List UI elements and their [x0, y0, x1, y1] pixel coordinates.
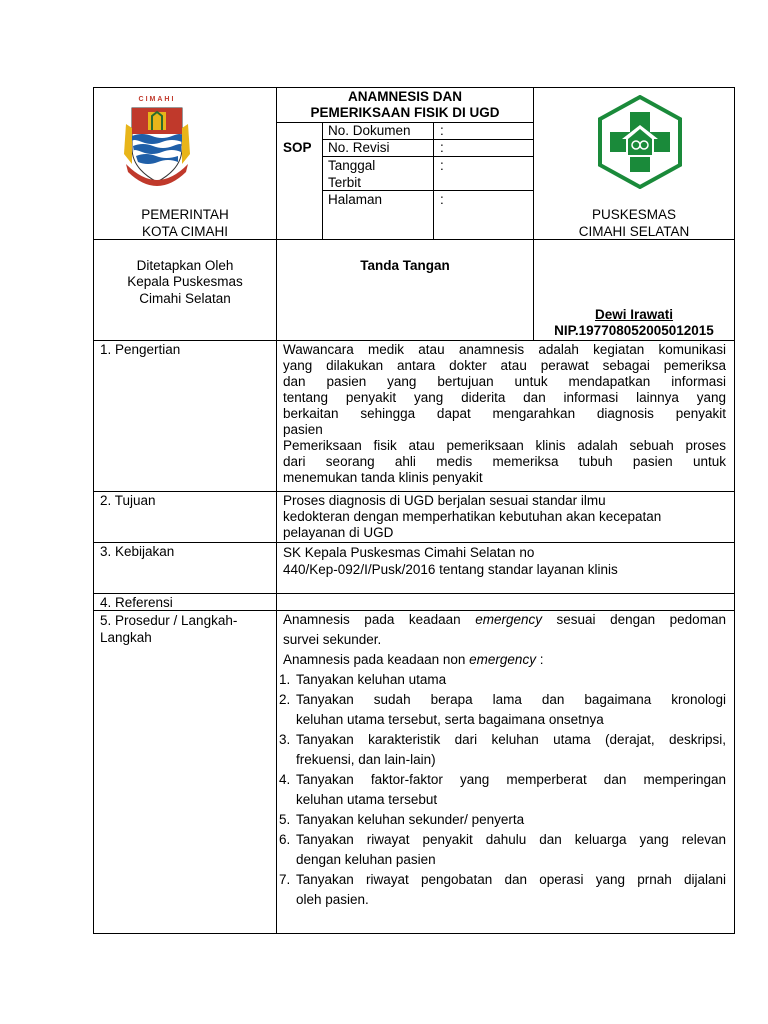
cimahi-logo-text: CIMAHI — [138, 96, 176, 103]
approval-line2: Kepala Puskesmas — [127, 274, 243, 289]
section-label-prosedur-line1: 5. Prosedur / Langkah- — [100, 613, 238, 628]
gov-name-line2: KOTA CIMAHI — [141, 224, 228, 239]
field-label-terbit: Terbit — [328, 175, 362, 190]
pengertian-line: yang dilakukan antara dokter atau perawat sebagai pemeriksa — [283, 358, 726, 373]
tujuan-text — [283, 493, 733, 541]
step-item — [279, 810, 726, 830]
approval-line1: Ditetapkan Oleh — [136, 258, 234, 273]
pengertian-line: tentang penyakit yang diderita dan informasi lainnya yang — [283, 390, 726, 405]
section-label-tujuan: 2. Tujuan — [100, 493, 156, 508]
signer-nip: NIP.197708052005012015 — [554, 323, 714, 338]
gov-name-line1: PEMERINTAH — [141, 207, 229, 222]
section-label-referensi: 4. Referensi — [100, 595, 173, 610]
step-text: Tanyakan karakteristik dari keluhan utama (derajat, deskripsi, — [296, 732, 726, 747]
puskesmas-logo-icon — [596, 95, 684, 189]
step-continuation: keluhan utama tersebut, serta bagaimana onsetnya — [296, 712, 604, 727]
step-number: 7. — [279, 872, 291, 887]
step-text: Tanyakan sudah berapa lama dan bagaimana kronologi — [296, 692, 726, 707]
step-item — [279, 770, 726, 790]
prosedur-steps — [279, 670, 726, 910]
signer-name: Dewi Irawati — [594, 307, 674, 322]
prosedur-intro1-a: Anamnesis pada keadaan — [283, 612, 461, 627]
sop-label: SOP — [283, 140, 312, 155]
section-label-kebijakan: 3. Kebijakan — [100, 544, 175, 559]
puskesmas-name-line2: CIMAHI SELATAN — [578, 224, 690, 239]
tujuan-line: Proses diagnosis di UGD berjalan sesuai standar ilmu — [283, 493, 606, 508]
section-label-pengertian: 1. Pengertian — [100, 342, 181, 357]
puskesmas-name-line1: PUSKESMAS — [591, 207, 677, 222]
step-text: Tanyakan faktor-faktor yang memperberat dan memperingan — [296, 772, 726, 787]
step-continuation: keluhan utama tersebut — [296, 792, 438, 807]
sop-title-line2: PEMERIKSAAN FISIK DI UGD — [310, 105, 500, 120]
tujuan-line: pelayanan di UGD — [283, 525, 394, 540]
signature-label: Tanda Tangan — [360, 258, 450, 273]
step-number: 3. — [279, 732, 291, 747]
prosedur-intro2-b: : — [535, 652, 544, 667]
tujuan-line: kedokteran dengan memperhatikan kebutuhan akan kecepatan — [283, 509, 662, 524]
step-text: Tanyakan riwayat pengobatan dan operasi yang prnah dijalani — [296, 872, 726, 887]
step-number: 5. — [279, 812, 291, 827]
prosedur-content — [283, 610, 726, 670]
prosedur-intro1-line2: survei sekunder. — [283, 632, 382, 647]
prosedur-intro1-b: sesuai dengan pedoman — [556, 612, 726, 627]
step-continuation: oleh pasien. — [296, 892, 369, 907]
step-item — [279, 830, 726, 850]
pengertian-line: Pemeriksaan fisik atau pemeriksaan klinis adalah sebuah proses — [283, 438, 726, 453]
sop-title-line1: ANAMNESIS DAN — [347, 89, 462, 104]
field-value-no-revisi: : — [440, 140, 444, 155]
step-continuation: frekuensi, dan lain-lain) — [296, 752, 436, 767]
prosedur-intro2-a: Anamnesis pada keadaan non — [283, 652, 466, 667]
prosedur-intro2 — [283, 650, 726, 670]
section-label-prosedur-line2: Langkah — [100, 630, 152, 645]
kebijakan-line: 440/Kep-092/I/Pusk/2016 tentang standar layanan klinis — [283, 562, 618, 577]
cimahi-logo — [118, 96, 196, 188]
step-continuation: dengan keluhan pasien — [296, 852, 436, 867]
step-text: Tanyakan riwayat penyakit dahulu dan keluarga yang relevan — [296, 832, 726, 847]
field-label-halaman: Halaman — [328, 192, 383, 207]
step-item — [279, 690, 726, 710]
field-label-tanggal: Tanggal — [328, 158, 376, 173]
field-label-no-dokumen: No. Dokumen — [328, 123, 411, 138]
field-value-halaman: : — [440, 192, 444, 207]
step-item — [279, 870, 726, 890]
step-number: 6. — [279, 832, 291, 847]
field-value-tanggal: : — [440, 158, 444, 173]
pengertian-line: pasien — [283, 422, 323, 437]
pengertian-line: berkaitan sehingga dapat mengarahkan diagnosis penyakit — [283, 406, 726, 421]
step-text: Tanyakan keluhan sekunder/ penyerta — [296, 812, 525, 827]
pengertian-line: Wawancara medik atau anamnesis adalah kegiatan komunikasi — [283, 342, 726, 357]
pengertian-text — [283, 342, 726, 486]
kebijakan-text — [283, 544, 733, 578]
pengertian-line: dan pasien yang bertujuan untuk mendapatkan informasi — [283, 374, 726, 389]
approval-line3: Cimahi Selatan — [139, 291, 231, 306]
step-number: 1. — [279, 672, 291, 687]
prosedur-intro1 — [283, 610, 726, 630]
step-item — [279, 670, 726, 690]
pengertian-line: menemukan tanda klinis penyakit — [283, 470, 483, 485]
field-value-no-dokumen: : — [440, 123, 444, 138]
kebijakan-line: SK Kepala Puskesmas Cimahi Selatan no — [283, 545, 535, 560]
cimahi-shield-icon — [118, 104, 196, 188]
step-number: 2. — [279, 692, 291, 707]
pengertian-line: dari seorang ahli medis memeriksa tubuh pasien untuk — [283, 454, 726, 469]
step-item — [279, 730, 726, 750]
prosedur-intro2-em: emergency — [469, 652, 536, 667]
prosedur-intro1-em: emergency — [475, 612, 542, 627]
step-number: 4. — [279, 772, 291, 787]
field-label-no-revisi: No. Revisi — [328, 140, 390, 155]
step-text: Tanyakan keluhan utama — [296, 672, 447, 687]
